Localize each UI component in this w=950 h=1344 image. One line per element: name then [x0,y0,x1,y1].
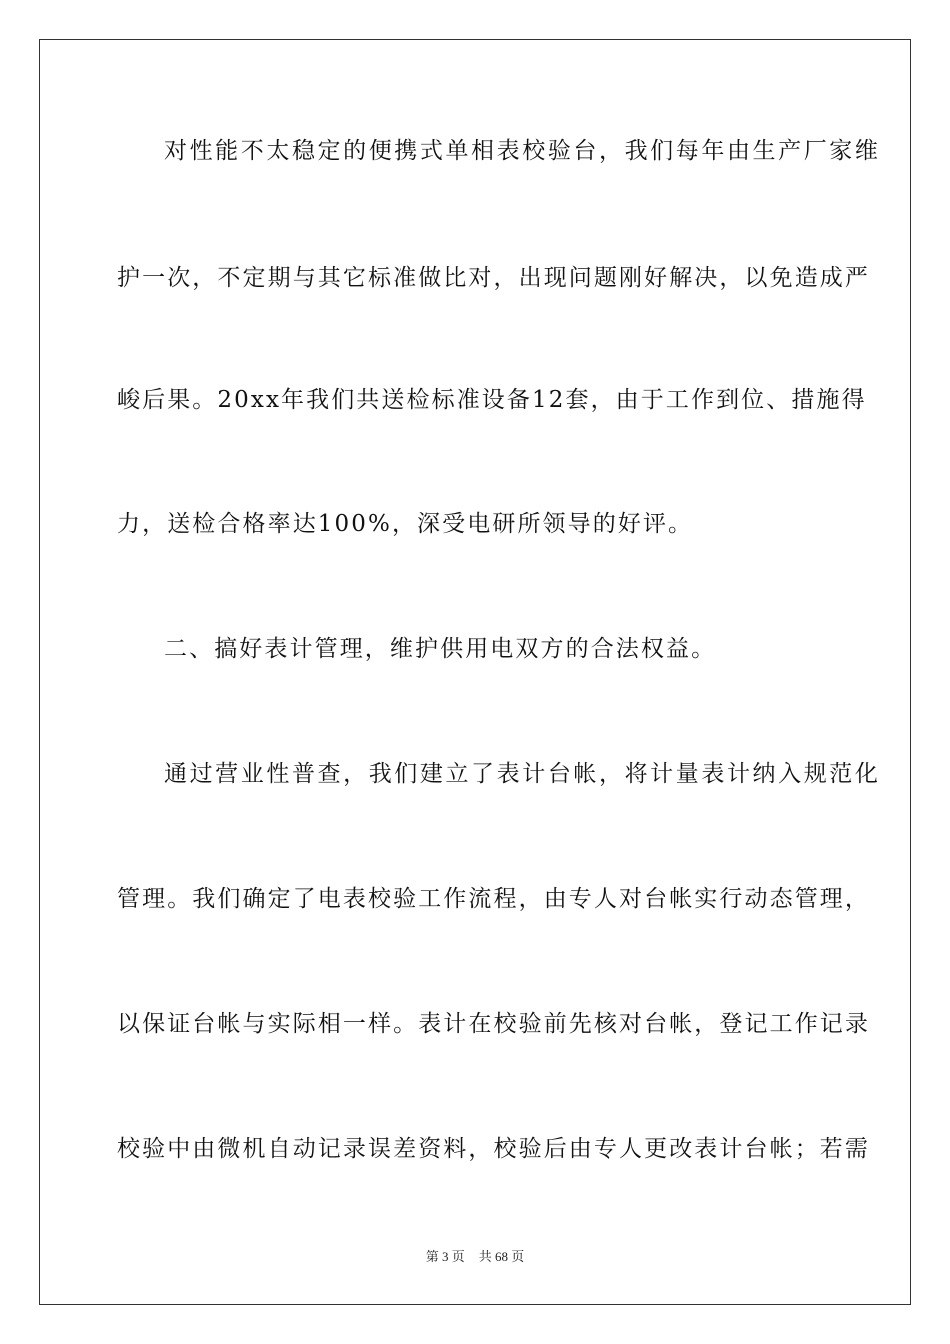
page-total: 共 68 页 [478,1249,525,1264]
paragraph-line: 峻后果。20xx年我们共送检标准设备12套，由于工作到位、措施得 [117,387,867,413]
paragraph-line: 校验中由微机自动记录误差资料，校验后由专人更改表计台帐；若需 [117,1136,870,1162]
page-number: 第 3 页 [425,1249,465,1264]
section-heading: 二、搞好表计管理，维护供用电双方的合法权益。 [164,636,717,662]
page-footer [0,1246,950,1265]
page-border [39,39,911,1305]
paragraph-line: 力，送检合格率达100%，深受电研所领导的好评。 [117,511,694,537]
paragraph-line: 对性能不太稳定的便携式单相表校验台，我们每年由生产厂家维 [164,138,880,164]
paragraph-line: 以保证台帐与实际相一样。表计在校验前先核对台帐，登记工作记录 [117,1011,870,1037]
paragraph-line: 管理。我们确定了电表校验工作流程，由专人对台帐实行动态管理， [117,886,870,912]
paragraph-line: 通过营业性普查，我们建立了表计台帐，将计量表计纳入规范化 [164,761,880,787]
paragraph-line: 护一次，不定期与其它标准做比对，出现问题刚好解决，以免造成严 [117,265,870,291]
